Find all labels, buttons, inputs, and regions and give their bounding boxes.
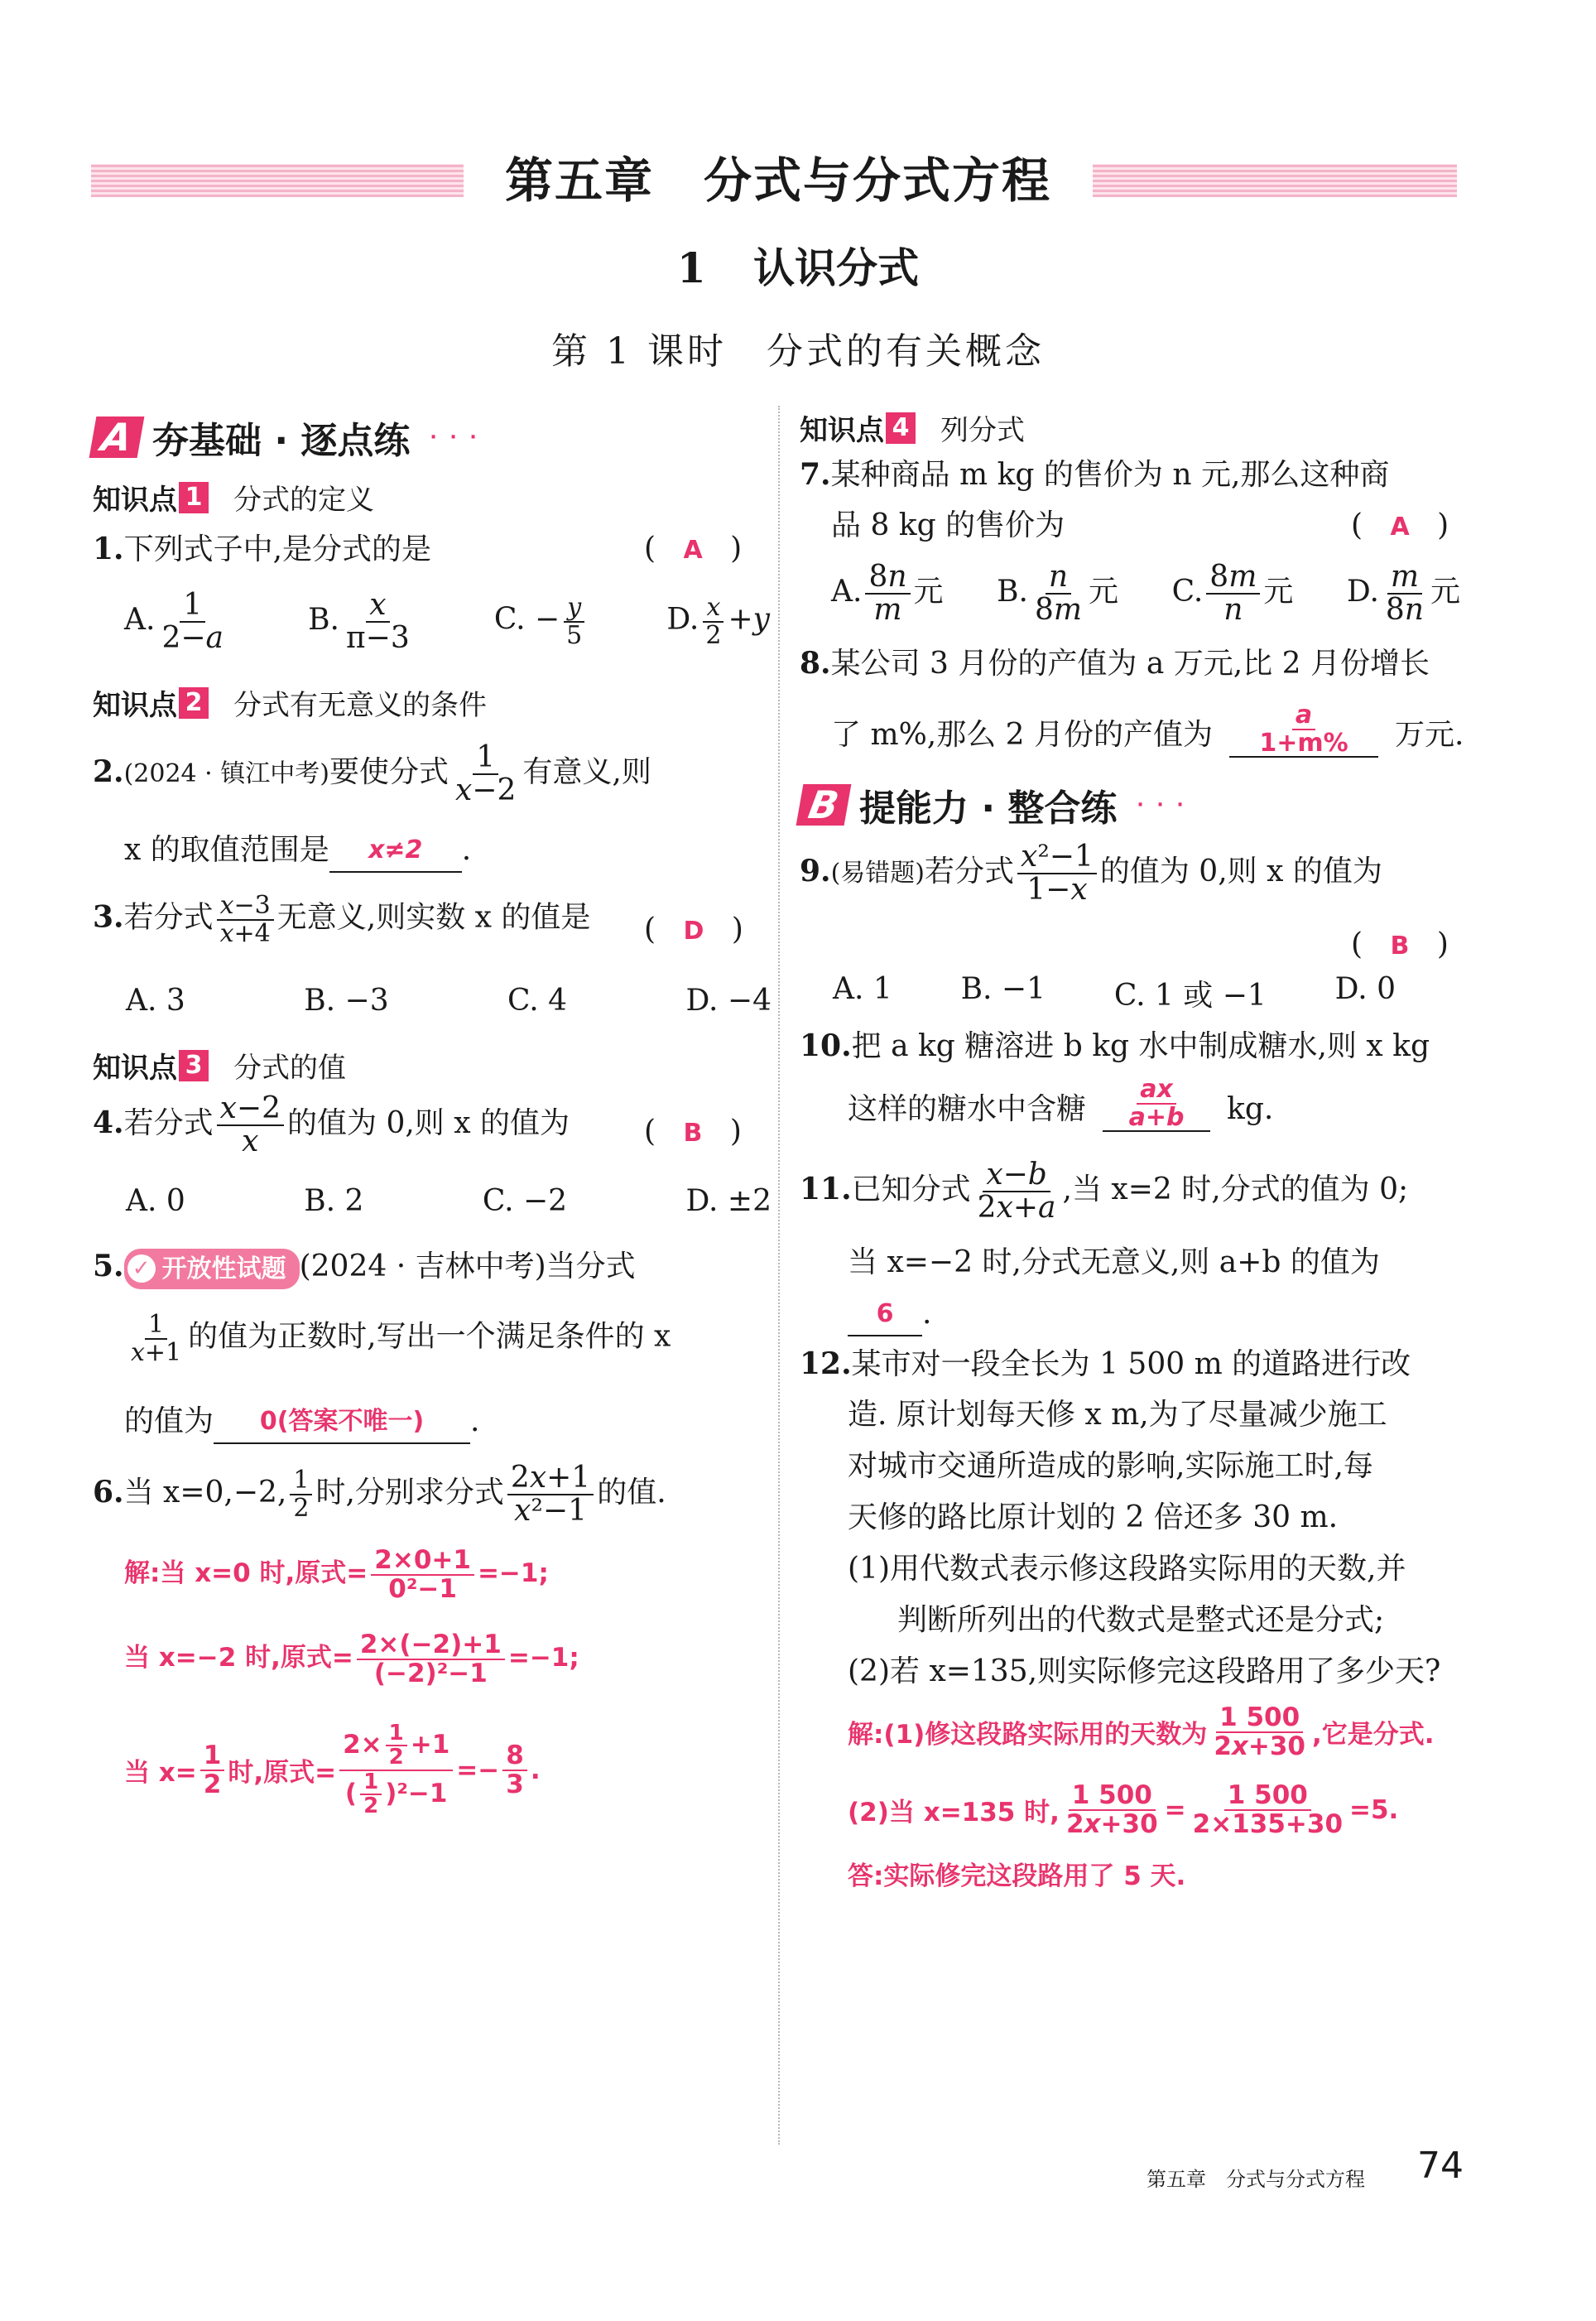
question-9-options xyxy=(833,972,1396,1014)
question-5-line3: 的值为 0(答案不唯一) . xyxy=(124,1398,479,1444)
option-b: B. $\frac{x}{\pi-3}$ xyxy=(308,588,410,655)
question-12-solution-1: 解:(1)修这段路实际用的天数为 $\frac{1 500}{2x+30}$ ,它是分式. xyxy=(848,1702,1435,1761)
option-c: C. 4 xyxy=(507,984,568,1018)
option-c: C. $\frac{8m}{n}$ 元 xyxy=(1171,560,1294,627)
option-d: D. $\frac{m}{8n}$ 元 xyxy=(1346,560,1460,627)
option-a: A. 0 xyxy=(126,1184,185,1218)
part-b-title: 提能力 · 整合练 xyxy=(859,787,1118,830)
question-7-options xyxy=(831,561,1460,626)
chapter-title: 第五章 分式与分式方程 xyxy=(464,147,1093,214)
part-b-badge: B xyxy=(796,784,852,826)
lesson-title: 第 1 课时 分式的有关概念 xyxy=(551,330,1045,373)
answer-bracket: ( A ) xyxy=(1351,508,1449,542)
answer-bracket: ( B ) xyxy=(1351,927,1449,961)
option-a: A. 1 xyxy=(833,972,892,1006)
question-10-line2: 这样的糖水中含糖 $\frac{ax}{a+b}$ kg. xyxy=(848,1075,1274,1132)
question-8: 8.某公司 3 月份的产值为 a 万元,比 2 月份增长 xyxy=(800,646,1430,681)
option-d: D. −4 xyxy=(685,984,772,1018)
section-name: 认识分式 xyxy=(753,243,920,292)
part-b-banner xyxy=(800,778,1187,831)
kp-title: 分式的值 xyxy=(233,1052,346,1085)
answer-choice: B xyxy=(1390,932,1410,961)
kp-title: 列分式 xyxy=(940,414,1025,447)
question-source: (2024 · 镇江中考) xyxy=(123,758,329,788)
fill-answer: 0(答案不唯一) xyxy=(259,1407,425,1436)
option-c: C. −2 xyxy=(482,1184,568,1218)
option-b: B. $\frac{n}{8m}$ 元 xyxy=(997,560,1119,627)
kp-label: 知识点 xyxy=(93,484,177,517)
question-10: 10.把 a kg 糖溶进 b kg 水中制成糖水,则 x kg xyxy=(800,1028,1430,1063)
section-number: 1 xyxy=(676,243,706,292)
knowledge-point-1 xyxy=(93,477,374,518)
section-title xyxy=(0,235,1596,295)
question-text: 下列式子中,是分式的是 xyxy=(123,532,432,566)
knowledge-point-4 xyxy=(800,407,1025,448)
kp-number: 4 xyxy=(886,412,916,444)
knowledge-point-2 xyxy=(93,682,487,723)
kp-number: 2 xyxy=(179,687,209,719)
question-5-line2: $\frac{1}{x+1}$ 的值为正数时,写出一个满足条件的 x xyxy=(131,1310,671,1367)
answer-choice: D xyxy=(683,917,704,946)
part-a-badge: A xyxy=(89,417,145,458)
knowledge-point-3 xyxy=(93,1045,346,1086)
kp-label: 知识点 xyxy=(800,414,884,447)
question-number: 1. xyxy=(93,532,124,566)
answer-choice: B xyxy=(683,1119,703,1148)
kp-title: 分式的定义 xyxy=(233,484,374,517)
question-2-line2: x 的取值范围是 x≠2 . xyxy=(124,826,471,873)
question-1-options xyxy=(124,590,770,654)
question-12-solution-2: (2)当 x=135 时, $\frac{1 500}{2x+30}$ = $\frac{1 500}{2\times 135+30}$ =5. xyxy=(848,1780,1399,1839)
option-d: D. 0 xyxy=(1334,972,1396,1006)
check-icon: ✓ xyxy=(127,1254,156,1283)
fill-answer: 6 xyxy=(876,1299,894,1328)
question-2: 2.(2024 · 镇江中考)要使分式 $\frac{1}{x-2}$ 有意义,则 xyxy=(93,740,651,807)
kp-number: 1 xyxy=(179,482,209,513)
question-7: 7.某种商品 m kg 的售价为 n 元,那么这种商 xyxy=(800,457,1390,492)
question-12-line2: 造. 原计划每天修 x m,为了尽量减少施工 xyxy=(848,1398,1387,1432)
option-b: B. 2 xyxy=(304,1184,364,1218)
answer-bracket: ( A ) xyxy=(644,532,743,566)
question-1 xyxy=(93,527,431,572)
part-a-title: 夯基础 · 逐点练 xyxy=(152,420,411,462)
option-b: B. −3 xyxy=(304,984,389,1018)
question-6: 6.当 x=0,−2, $\frac{1}{2}$ 时,分别求分式 $\frac{2x+1}{\text{x²−1}}$ 的值. xyxy=(93,1461,666,1528)
answer-bracket: ( D ) xyxy=(644,913,743,946)
question-9: 9.(易错题)若分式 $\frac{\text{x²−1}}{1-x}$ 的值为 0,则 x 的值为 xyxy=(800,840,1382,907)
column-divider xyxy=(778,406,780,2145)
option-a: A. $\frac{8n}{m}$ 元 xyxy=(831,560,944,627)
question-12-line3: 对城市交通所造成的影响,实际施工时,每 xyxy=(848,1449,1373,1483)
option-a: A. 3 xyxy=(126,984,185,1018)
question-6-solution-1: 解:当 x=0 时,原式= $\frac{2\times 0+1}{\text{0²−1}}$ =−1; xyxy=(124,1545,549,1604)
kp-label: 知识点 xyxy=(93,1052,177,1085)
open-question-tag: ✓ 开放性试题 xyxy=(124,1249,300,1289)
kp-title: 分式有无意义的条件 xyxy=(233,689,487,722)
question-12: 12.某市对一段全长为 1 500 m 的道路进行改 xyxy=(800,1346,1411,1381)
page-number: 74 xyxy=(1417,2145,1464,2187)
question-4: 4.若分式 $\frac{x-2}{x}$ 的值为 0,则 x 的值为 xyxy=(93,1091,570,1158)
question-6-solution-2: 当 x=−2 时,原式= $\frac{2\times(-2)+1}{\text{(−2)²−1}}$ =−1; xyxy=(124,1630,579,1688)
option-d: D. ±2 xyxy=(685,1184,772,1218)
part-a-dots: · · · xyxy=(430,426,480,448)
part-a-banner xyxy=(93,411,480,464)
question-6-solution-3: 当 x= $\frac{1}{2}$ 时,原式= 2× $\frac{1}{2}$ +1 ( $\frac{1}{2}$ )²−1 =− $\frac{8}{3}$ . xyxy=(124,1721,541,1818)
option-a: A. $\frac{1}{2-a}$ xyxy=(124,588,224,655)
option-d: D. $\frac{x}{2}$ +y xyxy=(666,593,770,650)
question-source: (易错题) xyxy=(830,858,925,888)
question-11-line3: 6 . xyxy=(848,1290,931,1336)
question-3-options xyxy=(126,984,772,1018)
answer-choice: A xyxy=(683,536,703,565)
option-b: B. −1 xyxy=(960,972,1046,1006)
kp-label: 知识点 xyxy=(93,689,177,722)
question-12-line4: 天修的路比原计划的 2 倍还多 30 m. xyxy=(848,1500,1339,1534)
question-12-solution-3: 答:实际修完这段路用了 5 天. xyxy=(848,1861,1186,1891)
option-c: C. 1 或 −1 xyxy=(1113,979,1267,1013)
answer-choice: A xyxy=(1390,513,1410,542)
question-8-line2: 了 m%,那么 2 月份的产值为 $\frac{a}{1+m\%}$ 万元. xyxy=(831,701,1464,758)
kp-number: 3 xyxy=(179,1050,209,1081)
part-b-dots: · · · xyxy=(1137,794,1187,816)
question-12-sub-1b: 判断所列出的代数式是整式还是分式; xyxy=(897,1603,1385,1637)
fill-answer: x≠2 xyxy=(368,835,423,864)
question-11: 11.已知分式 $\frac{x-b}{2x+a}$ ,当 x=2 时,分式的值为 0; xyxy=(800,1158,1409,1225)
question-12-sub-2: (2)若 x=135,则实际修完这段路用了多少天? xyxy=(848,1654,1441,1688)
question-12-sub-1: (1)用代数式表示修这段路实际用的天数,并 xyxy=(848,1552,1406,1586)
option-c: C. − $\frac{y}{5}$ xyxy=(494,595,589,648)
question-4-options xyxy=(126,1184,772,1218)
answer-bracket: ( B ) xyxy=(644,1115,742,1148)
question-5: 5. ✓ 开放性试题 (2024 · 吉林中考)当分式 xyxy=(93,1244,636,1289)
question-3: 3.若分式 $\frac{x-3}{x+4}$ 无意义,则实数 x 的值是 xyxy=(93,891,591,948)
footer-chapter: 第五章 分式与分式方程 xyxy=(1147,2168,1365,2191)
question-7-line2: 品 8 kg 的售价为 xyxy=(831,508,1065,542)
question-11-line2: 当 x=−2 时,分式无意义,则 a+b 的值为 xyxy=(848,1245,1380,1279)
